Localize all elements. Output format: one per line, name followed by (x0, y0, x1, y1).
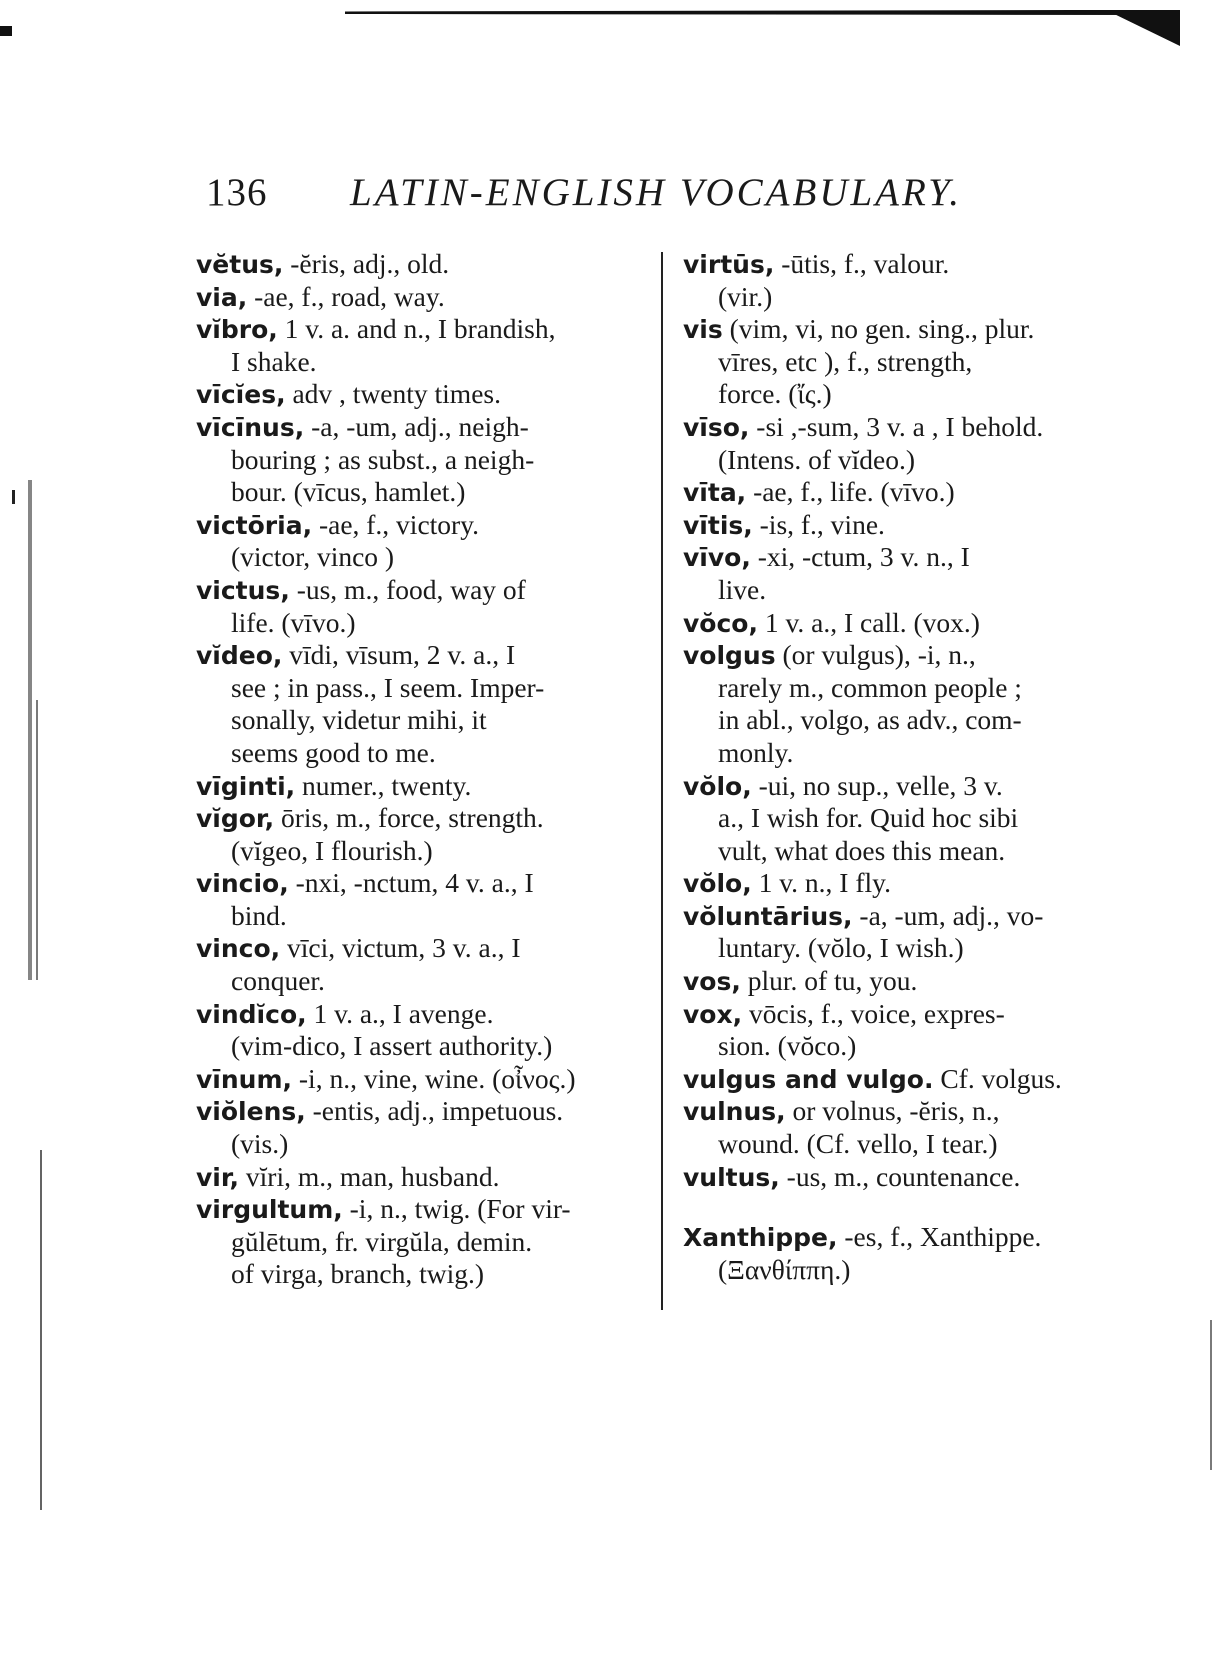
definition-text: adv , twenty times. (285, 378, 501, 410)
entry-line (683, 932, 1143, 965)
entry-line (196, 248, 666, 281)
definition-text: or volnus, -ĕris, n., (785, 1095, 1000, 1127)
definition-text: bouring ; as subst., a neigh- (231, 443, 535, 475)
entry-line (196, 607, 666, 640)
entry-line (683, 574, 1143, 607)
definition-text: seems good to me. (231, 736, 436, 768)
definition-text: plur. of tu, you. (740, 965, 918, 997)
entry-line (196, 802, 666, 835)
definition-text: -is, f., vine. (752, 508, 885, 540)
definition-text: -i, n., vine, wine. (οἶνος.) (292, 1062, 576, 1094)
entry-line (196, 1095, 666, 1128)
entry-line (683, 509, 1143, 542)
definition-text: vīdi, vīsum, 2 v. a., I (282, 639, 516, 671)
entry-line (683, 281, 1143, 314)
definition-text: Cf. volgus. (933, 1062, 1062, 1094)
running-head: LATIN-ENGLISH VOCABULARY. (350, 171, 962, 214)
headword: vos, (683, 967, 741, 997)
entry-line (683, 704, 1143, 737)
definition-text: bour. (vīcus, hamlet.) (231, 476, 466, 508)
entry-line (196, 281, 666, 314)
headword: vox, (683, 999, 743, 1029)
top-rule (345, 10, 1170, 15)
entry-line (196, 867, 666, 900)
definition-text: -ae, f., life. (vīvo.) (746, 476, 955, 508)
headword: vītis, (683, 510, 753, 540)
headword: vĭdeo, (196, 641, 283, 671)
headword: victōria, (196, 510, 313, 540)
entry-line (683, 672, 1143, 705)
headword: vīta, (683, 478, 747, 508)
headword: vincio, (196, 869, 289, 899)
definition-text: vōcis, f., voice, expres- (742, 997, 1005, 1029)
entry-line (196, 411, 666, 444)
headword: vir, (196, 1162, 240, 1192)
entry-line (196, 965, 666, 998)
entry-line (683, 1221, 1143, 1254)
definition-text: a., I wish for. Quid hoc sibi (718, 802, 1019, 834)
headword: vīnum, (196, 1064, 293, 1094)
entry-line (196, 346, 666, 379)
entry-line (196, 672, 666, 705)
headword: vīcīnus, (196, 412, 305, 442)
definition-text: (or vulgus), -i, n., (775, 639, 976, 671)
definition-text: luntary. (vŏlo, I wish.) (718, 932, 964, 964)
definition-text: life. (vīvo.) (231, 606, 356, 638)
headword: virgultum, (196, 1195, 343, 1225)
definition-text: -nxi, -nctum, 4 v. a., I (288, 867, 534, 899)
headword: virtūs, (683, 250, 775, 279)
definition-text: force. (ἴς.) (718, 378, 832, 410)
headword: vŏluntārius, (683, 901, 853, 931)
entry-line (196, 541, 666, 574)
entry-line (196, 1030, 666, 1063)
entry-line (196, 313, 666, 346)
entry-line (683, 476, 1143, 509)
definition-text: gŭlētum, fr. virgŭla, demin. (231, 1225, 533, 1257)
definition-text: 1 v. n., I fly. (751, 867, 891, 899)
right-column (683, 248, 1143, 1286)
definition-text: (vis.) (231, 1128, 289, 1160)
headword: vīginti, (196, 771, 296, 801)
headword: vĭgor, (196, 804, 275, 834)
definition-text: vult, what does this mean. (718, 834, 1006, 866)
definition-text: I shake. (231, 345, 317, 377)
definition-text: -us, m., countenance. (779, 1160, 1021, 1192)
entry-line (683, 541, 1143, 574)
definition-text: bind. (231, 899, 287, 931)
definition-text: -xi, -ctum, 3 v. n., I (750, 541, 970, 573)
definition-text: (vim, vi, no gen. sing., plur. (722, 313, 1035, 345)
definition-text: -ae, f., victory. (312, 508, 480, 540)
entry-line (196, 932, 666, 965)
entry-line (683, 1063, 1143, 1096)
headword: vĭbro, (196, 315, 278, 345)
definition-text: of virga, branch, twig.) (231, 1258, 485, 1290)
definition-text: -entis, adj., impetuous. (305, 1095, 564, 1127)
headword: vinco, (196, 934, 281, 964)
entry-line (683, 607, 1143, 640)
entry-line (683, 248, 1143, 281)
headword: vulnus, (683, 1097, 786, 1127)
column-divider (661, 252, 663, 1310)
definition-text: conquer. (231, 965, 325, 997)
entry-line (196, 1193, 666, 1226)
definition-text: -i, n., twig. (For vir- (342, 1193, 571, 1225)
entry-line (196, 835, 666, 868)
entry-line (683, 802, 1143, 835)
definition-text: -a, -um, adj., vo- (852, 899, 1044, 931)
entry-line (683, 313, 1143, 346)
entry-line (683, 1128, 1143, 1161)
edge-mark (28, 480, 32, 980)
definition-text: monly. (718, 736, 794, 768)
definition-text: -ĕris, adj., old. (283, 248, 450, 279)
definition-text: sonally, videtur mihi, it (231, 704, 487, 736)
headword: Xanthippe, (683, 1223, 838, 1253)
definition-text: -a, -um, adj., neigh- (304, 410, 529, 442)
entry-line (196, 1063, 666, 1096)
definition-text: -us, m., food, way of (289, 573, 526, 605)
entry-line (683, 770, 1143, 803)
headword: vīvo, (683, 543, 751, 573)
headword: vŏlo, (683, 869, 752, 899)
definition-text: (Intens. of vĭdeo.) (718, 443, 916, 475)
entry-line (196, 770, 666, 803)
entry-line (196, 574, 666, 607)
edge-mark (36, 700, 38, 980)
entry-line (196, 1226, 666, 1259)
entry-line (196, 998, 666, 1031)
page-header (206, 168, 1006, 218)
definition-text: (Ξανθίππη.) (718, 1253, 851, 1285)
definition-text: live. (718, 573, 767, 605)
definition-text: (vĭgeo, I flourish.) (231, 834, 433, 866)
headword: vīso, (683, 412, 750, 442)
definition-text: 1 v. a. and n., I brandish, (277, 313, 556, 345)
headword: viŏlens, (196, 1097, 306, 1127)
entry-line (683, 965, 1143, 998)
top-rule-tail (1080, 10, 1180, 46)
entry-line (196, 444, 666, 477)
entry-line (683, 835, 1143, 868)
definition-text: 1 v. a., I avenge. (306, 997, 494, 1029)
entry-line (683, 1030, 1143, 1063)
definition-text: -si ,-sum, 3 v. a , I behold. (749, 410, 1044, 442)
entry-line (683, 411, 1143, 444)
entry-line (196, 476, 666, 509)
definition-text: sion. (vŏco.) (718, 1030, 857, 1062)
headword: vīcĭes, (196, 380, 286, 410)
entry-line (683, 1254, 1143, 1287)
entry-line (683, 998, 1143, 1031)
headword: volgus (683, 641, 776, 671)
definition-text: -es, f., Xanthippe. (837, 1221, 1042, 1253)
definition-text: (victor, vinco ) (231, 541, 395, 573)
entry-line (196, 639, 666, 672)
entry-line (683, 1095, 1143, 1128)
headword: vultus, (683, 1162, 780, 1192)
entry-line (683, 346, 1143, 379)
headword: vŏlo, (683, 771, 752, 801)
definition-text: (vir.) (718, 280, 773, 312)
headword: vĕtus, (196, 250, 284, 279)
entry-line (196, 704, 666, 737)
definition-text: -ui, no sup., velle, 3 v. (751, 769, 1003, 801)
entry-line (196, 1128, 666, 1161)
definition-text: wound. (Cf. vello, I tear.) (718, 1128, 998, 1160)
entry-line (196, 509, 666, 542)
edge-mark (12, 490, 15, 504)
definition-text: vīres, etc ), f., strength, (718, 345, 973, 377)
entry-line (683, 737, 1143, 770)
definition-text: ōris, m., force, strength. (274, 802, 544, 834)
definition-text: in abl., volgo, as adv., com- (718, 704, 1022, 736)
page-number: 136 (206, 171, 268, 214)
definition-text: -ae, f., road, way. (247, 280, 445, 312)
entry-line (196, 737, 666, 770)
definition-text: see ; in pass., I seem. Imper- (231, 671, 545, 703)
headword: vulgus and vulgo. (683, 1064, 934, 1094)
definition-text: 1 v. a., I call. (vox.) (757, 606, 980, 638)
definition-text: rarely m., common people ; (718, 671, 1022, 703)
entry-line (196, 1258, 666, 1291)
headword: vindĭco, (196, 999, 307, 1029)
scan-corner-mark (0, 26, 12, 36)
definition-text: numer., twenty. (295, 769, 472, 801)
edge-mark (1210, 1320, 1212, 1470)
entry-line (683, 639, 1143, 672)
definition-text: (vim-dico, I assert authority.) (231, 1030, 553, 1062)
entry-line (683, 900, 1143, 933)
entry-line (683, 378, 1143, 411)
definition-text: -ūtis, f., valour. (774, 248, 950, 279)
headword: vis (683, 315, 723, 345)
headword: victus, (196, 575, 290, 605)
entry-line (683, 444, 1143, 477)
entry-line (683, 867, 1143, 900)
edge-mark (40, 1150, 42, 1510)
headword: via, (196, 282, 248, 312)
entry-line (196, 1161, 666, 1194)
definition-text: vĭri, m., man, husband. (239, 1160, 500, 1192)
definition-text: vīci, victum, 3 v. a., I (280, 932, 521, 964)
left-column (196, 248, 666, 1291)
entry-line (683, 1161, 1143, 1194)
headword: vŏco, (683, 608, 758, 638)
entry-line (196, 378, 666, 411)
entry-line (196, 900, 666, 933)
